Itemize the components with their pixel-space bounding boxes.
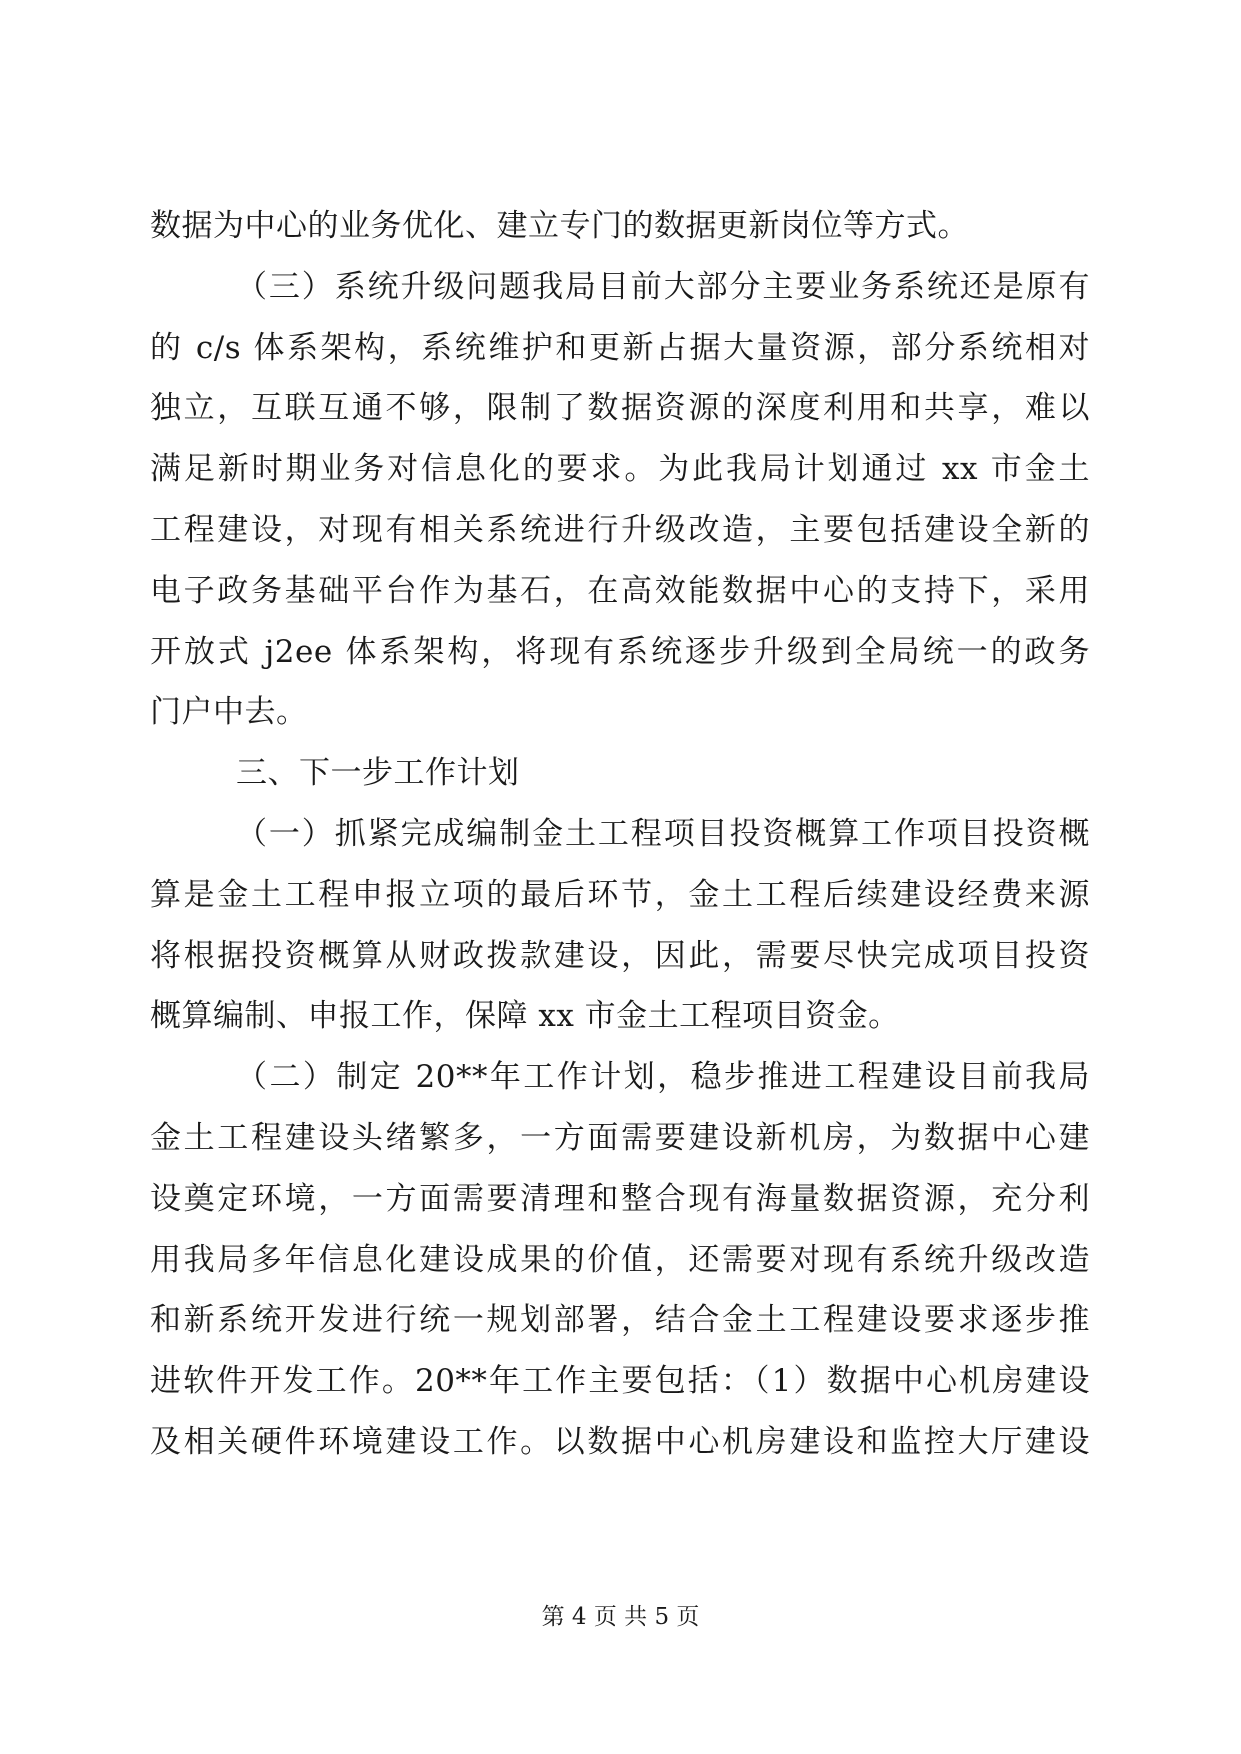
text-line: 进软件开发工作。20**年工作主要包括：（1）数据中心机房建设 bbox=[150, 1363, 1090, 1400]
text-line: （三）系统升级问题我局目前大部分主要业务系统还是原有 bbox=[236, 268, 1090, 305]
text-line: 独立，互联互通不够，限制了数据资源的深度利用和共享，难以 bbox=[150, 390, 1090, 427]
text-line: 用我局多年信息化建设成果的价值，还需要对现有系统升级改造 bbox=[150, 1241, 1090, 1278]
text-line: 开放式 j2ee 体系架构，将现有系统逐步升级到全局统一的政务 bbox=[150, 633, 1090, 670]
text-line: 及相关硬件环境建设工作。以数据中心机房建设和监控大厅建设 bbox=[150, 1423, 1090, 1460]
text-line: 概算编制、申报工作，保障 xx 市金土工程项目资金。 bbox=[150, 998, 900, 1035]
document-body bbox=[150, 196, 1090, 1473]
text-line: 门户中去。 bbox=[150, 694, 308, 731]
text-line: 电子政务基础平台作为基石，在高效能数据中心的支持下，采用 bbox=[150, 572, 1090, 609]
text-line: 算是金土工程申报立项的最后环节，金土工程后续建设经费来源 bbox=[150, 876, 1090, 913]
text-line: 工程建设，对现有相关系统进行升级改造，主要包括建设全新的 bbox=[150, 511, 1090, 548]
text-line: 和新系统开发进行统一规划部署，结合金土工程建设要求逐步推 bbox=[150, 1302, 1090, 1339]
text-line: 设奠定环境，一方面需要清理和整合现有海量数据资源，充分利 bbox=[150, 1180, 1090, 1217]
text-line: 数据为中心的业务优化、建立专门的数据更新岗位等方式。 bbox=[150, 208, 969, 244]
page-footer: 第 4 页 共 5 页 bbox=[541, 1604, 700, 1630]
text-line: 金土工程建设头绪繁多，一方面需要建设新机房，为数据中心建 bbox=[150, 1119, 1090, 1156]
text-line: （二）制定 20**年工作计划，稳步推进工程建设目前我局 bbox=[236, 1059, 1090, 1096]
text-line: （一）抓紧完成编制金土工程项目投资概算工作项目投资概 bbox=[236, 815, 1090, 852]
text-line: 三、下一步工作计划 bbox=[236, 755, 520, 792]
text-line: 满足新时期业务对信息化的要求。为此我局计划通过 xx 市金土 bbox=[150, 451, 1090, 488]
text-line: 的 c/s 体系架构，系统维护和更新占据大量资源，部分系统相对 bbox=[150, 329, 1090, 366]
text-line: 将根据投资概算从财政拨款建设，因此，需要尽快完成项目投资 bbox=[150, 937, 1090, 974]
